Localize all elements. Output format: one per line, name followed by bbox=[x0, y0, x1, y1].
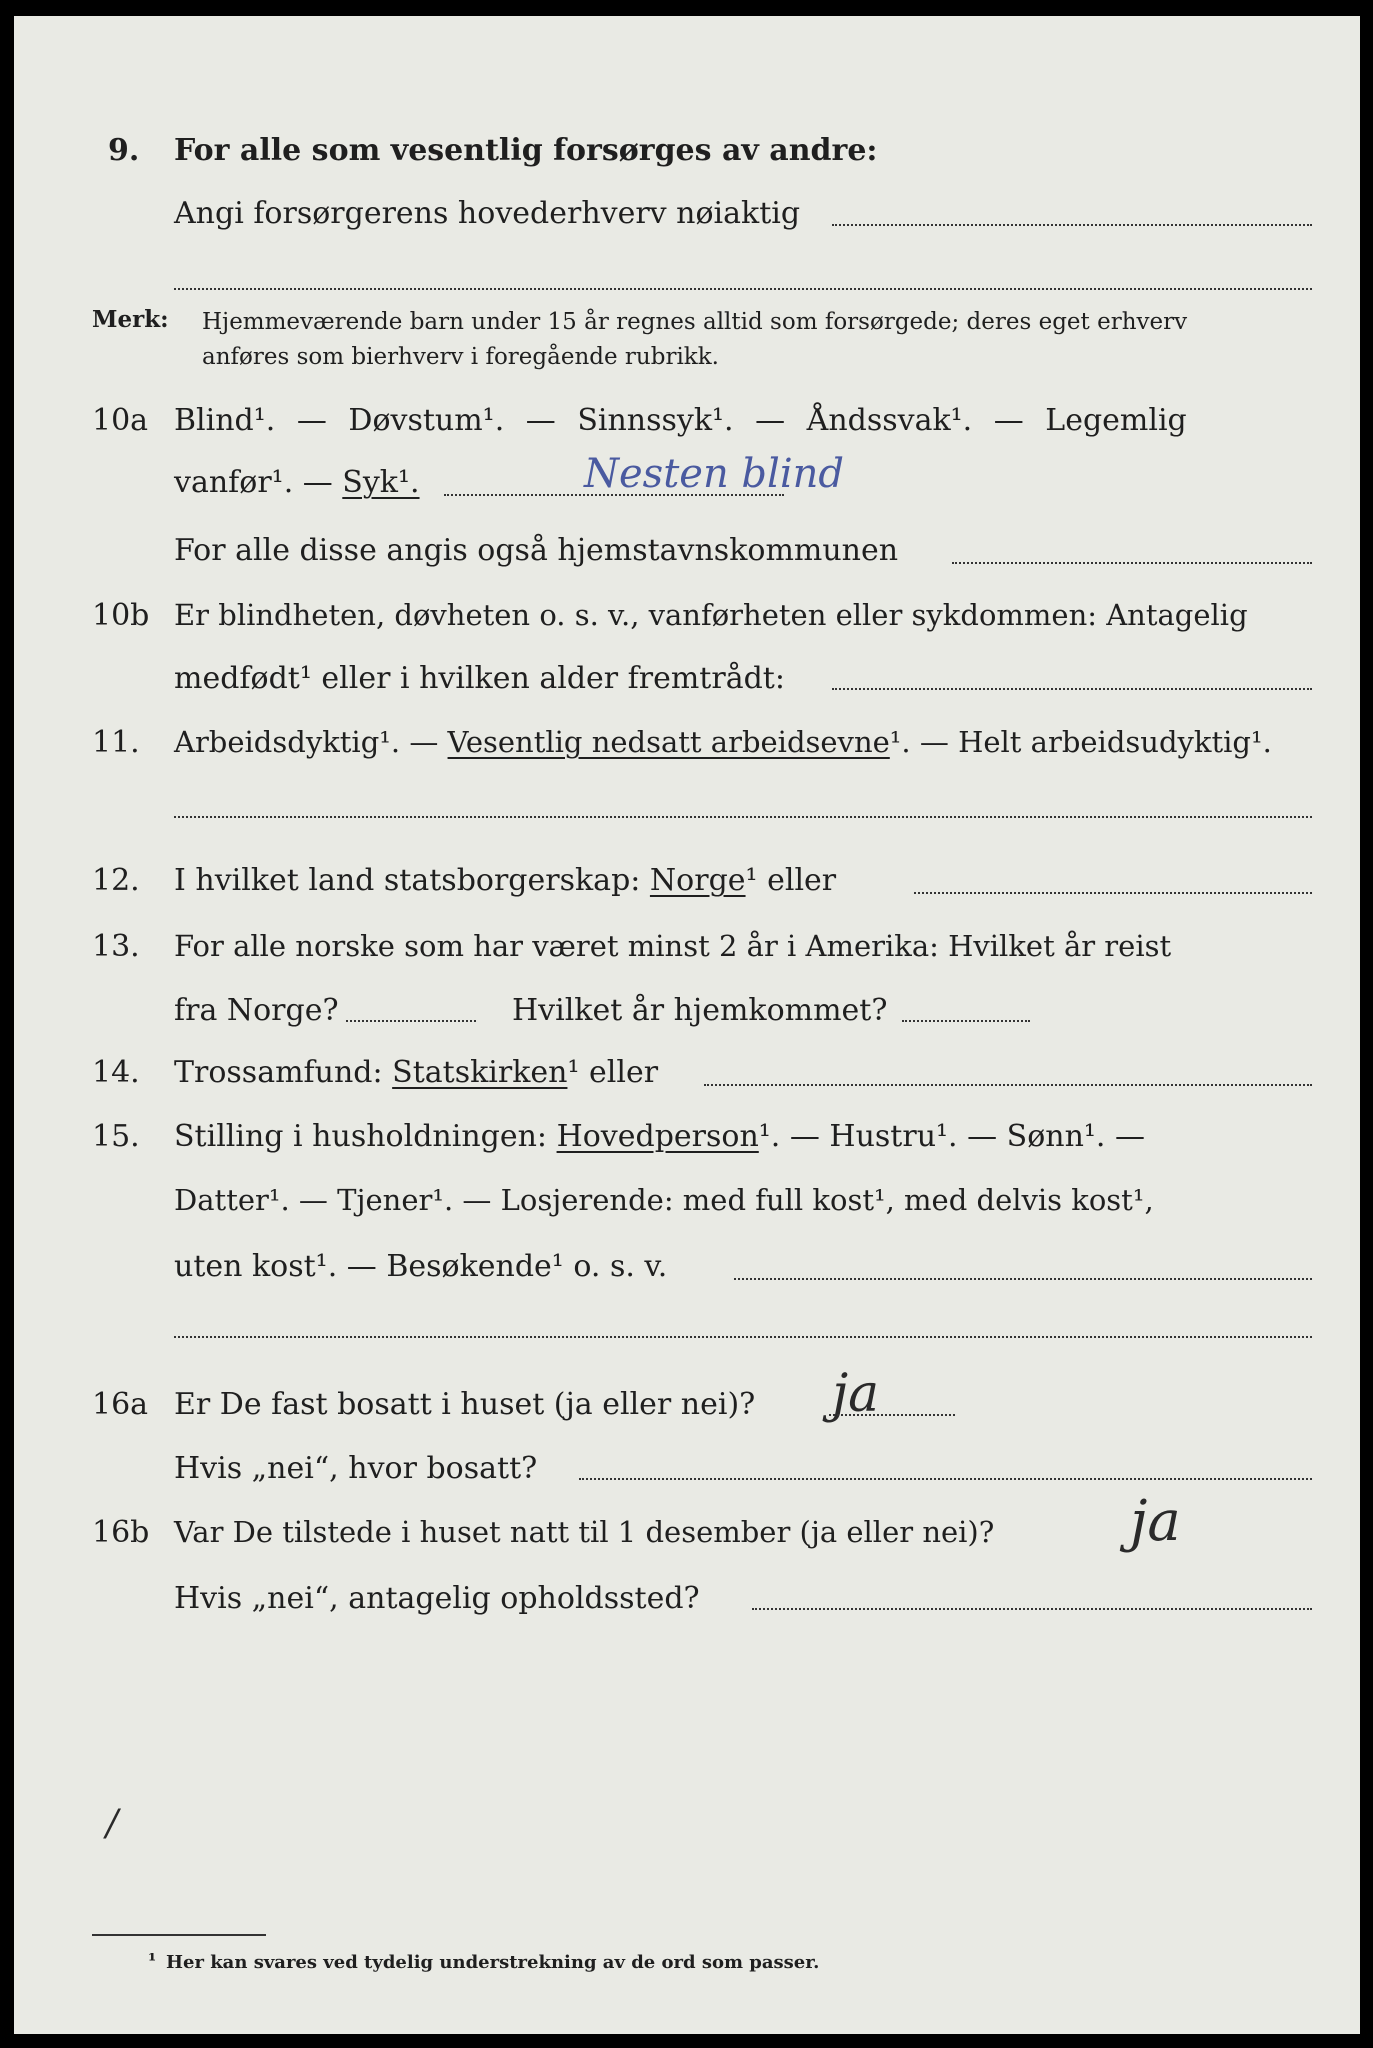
q11-number: 11. bbox=[92, 725, 140, 760]
q11-arbeidsdyktig: Arbeidsdyktig¹. — bbox=[174, 725, 448, 759]
q10b-number: 10b bbox=[92, 598, 150, 633]
q16b-number: 16b bbox=[92, 1515, 150, 1550]
merk-line2: anføres som bierhverv i foregående rubrikk. bbox=[202, 344, 719, 370]
q16b-line1: Var De tilstede i huset natt til 1 desember (ja eller nei)? bbox=[174, 1515, 995, 1549]
q13-number: 13. bbox=[92, 929, 140, 964]
q14-number: 14. bbox=[92, 1055, 140, 1090]
q15-line2: Datter¹. — Tjener¹. — Losjerende: med full kost¹, med delvis kost¹, bbox=[174, 1183, 1154, 1217]
q10a-syk: Syk¹. bbox=[342, 465, 420, 500]
q10b-line2: medfødt¹ eller i hvilken alder fremtrådt: bbox=[174, 661, 785, 696]
q16b-answer: ja bbox=[1130, 1489, 1181, 1554]
margin-mark: / bbox=[106, 1803, 119, 1844]
q10b-answer-line bbox=[832, 688, 1312, 690]
q9-number: 9. bbox=[108, 133, 140, 168]
q10a-line2 bbox=[174, 465, 420, 500]
q16a-bosatt-line bbox=[579, 1478, 1312, 1480]
q16a-answer: ja bbox=[832, 1364, 880, 1424]
q13-hjemkommet-line bbox=[902, 1020, 1030, 1022]
q13-line2b: Hvilket år hjemkommet? bbox=[512, 993, 888, 1028]
q16a-line1: Er De fast bosatt i huset (ja eller nei)? bbox=[174, 1387, 756, 1422]
q11-helt: ¹. — Helt arbeidsudyktig¹. bbox=[889, 725, 1272, 759]
q15-number: 15. bbox=[92, 1119, 140, 1154]
q16a-answer-line bbox=[829, 1414, 955, 1416]
q10a-vanfor: vanfør¹. — bbox=[174, 465, 343, 500]
census-form-page bbox=[14, 16, 1360, 2034]
q9-answer-line-2 bbox=[174, 288, 1312, 290]
footnote-mark: ¹ bbox=[148, 1950, 157, 1972]
merk-line1: Hjemmeværende barn under 15 år regnes alltid som forsørgede; deres eget erhverv bbox=[202, 309, 1188, 335]
q11-answer-line bbox=[174, 816, 1312, 818]
q10a-hjemstavn-line bbox=[952, 562, 1312, 564]
q15-answer-line-2 bbox=[174, 1336, 1312, 1338]
q9-line1: For alle som vesentlig forsørges av andre: bbox=[174, 133, 878, 168]
q10a-handwritten-answer: Nesten blind bbox=[584, 451, 844, 497]
q16b-line2: Hvis „nei“, antagelig opholdssted? bbox=[174, 1581, 700, 1616]
q15-hovedperson: Hovedperson bbox=[556, 1119, 759, 1154]
q16a-line2: Hvis „nei“, hvor bosatt? bbox=[174, 1451, 538, 1486]
q15-stilling: Stilling i husholdningen: bbox=[174, 1119, 557, 1154]
q15-options: ¹. — Hustru¹. — Sønn¹. — bbox=[758, 1119, 1146, 1154]
q14-statskirken: Statskirken bbox=[392, 1055, 568, 1090]
q12-answer-line bbox=[914, 892, 1312, 894]
q12-eller: ¹ eller bbox=[745, 863, 837, 898]
q15-line3: uten kost¹. — Besøkende¹ o. s. v. bbox=[174, 1249, 668, 1284]
q14-line bbox=[174, 1055, 659, 1090]
q16b-opholdssted-line bbox=[752, 1608, 1312, 1610]
q10a-line1: Blind¹. — Døvstum¹. — Sinnssyk¹. — Åndssvak¹. — Legemlig bbox=[174, 403, 1187, 438]
q16a-number: 16a bbox=[92, 1387, 149, 1422]
q12-text: I hvilket land statsborgerskap: bbox=[174, 863, 650, 898]
q15-line1 bbox=[174, 1119, 1146, 1154]
q9-answer-line bbox=[832, 224, 1312, 226]
q13-line2a: fra Norge? bbox=[174, 993, 339, 1028]
q12-norge: Norge bbox=[649, 863, 746, 898]
q11-vesentlig-nedsatt: Vesentlig nedsatt arbeidsevne bbox=[447, 725, 890, 759]
merk-label: Merk: bbox=[92, 306, 169, 333]
q14-eller: ¹ eller bbox=[567, 1055, 659, 1090]
q14-answer-line bbox=[704, 1084, 1312, 1086]
q9-line2: Angi forsørgerens hovederhverv nøiaktig bbox=[174, 196, 801, 231]
q12-number: 12. bbox=[92, 863, 140, 898]
q14-trossamfund: Trossamfund: bbox=[174, 1055, 393, 1090]
q11-line bbox=[174, 725, 1272, 759]
q15-answer-line bbox=[734, 1278, 1312, 1280]
q12-line bbox=[174, 863, 837, 898]
q10a-number: 10a bbox=[92, 403, 149, 438]
q10b-line1: Er blindheten, døvheten o. s. v., vanførheten eller sykdommen: Antagelig bbox=[174, 598, 1248, 632]
q13-reist-line bbox=[346, 1020, 476, 1022]
q10a-answer-line bbox=[444, 494, 784, 496]
footnote-text: Her kan svares ved tydelig understrekning av de ord som passer. bbox=[166, 1952, 820, 1973]
footnote-rule bbox=[92, 1934, 266, 1936]
q13-line1: For alle norske som har været minst 2 år i Amerika: Hvilket år reist bbox=[174, 929, 1172, 963]
q10a-line3: For alle disse angis også hjemstavnskommunen bbox=[174, 533, 899, 568]
